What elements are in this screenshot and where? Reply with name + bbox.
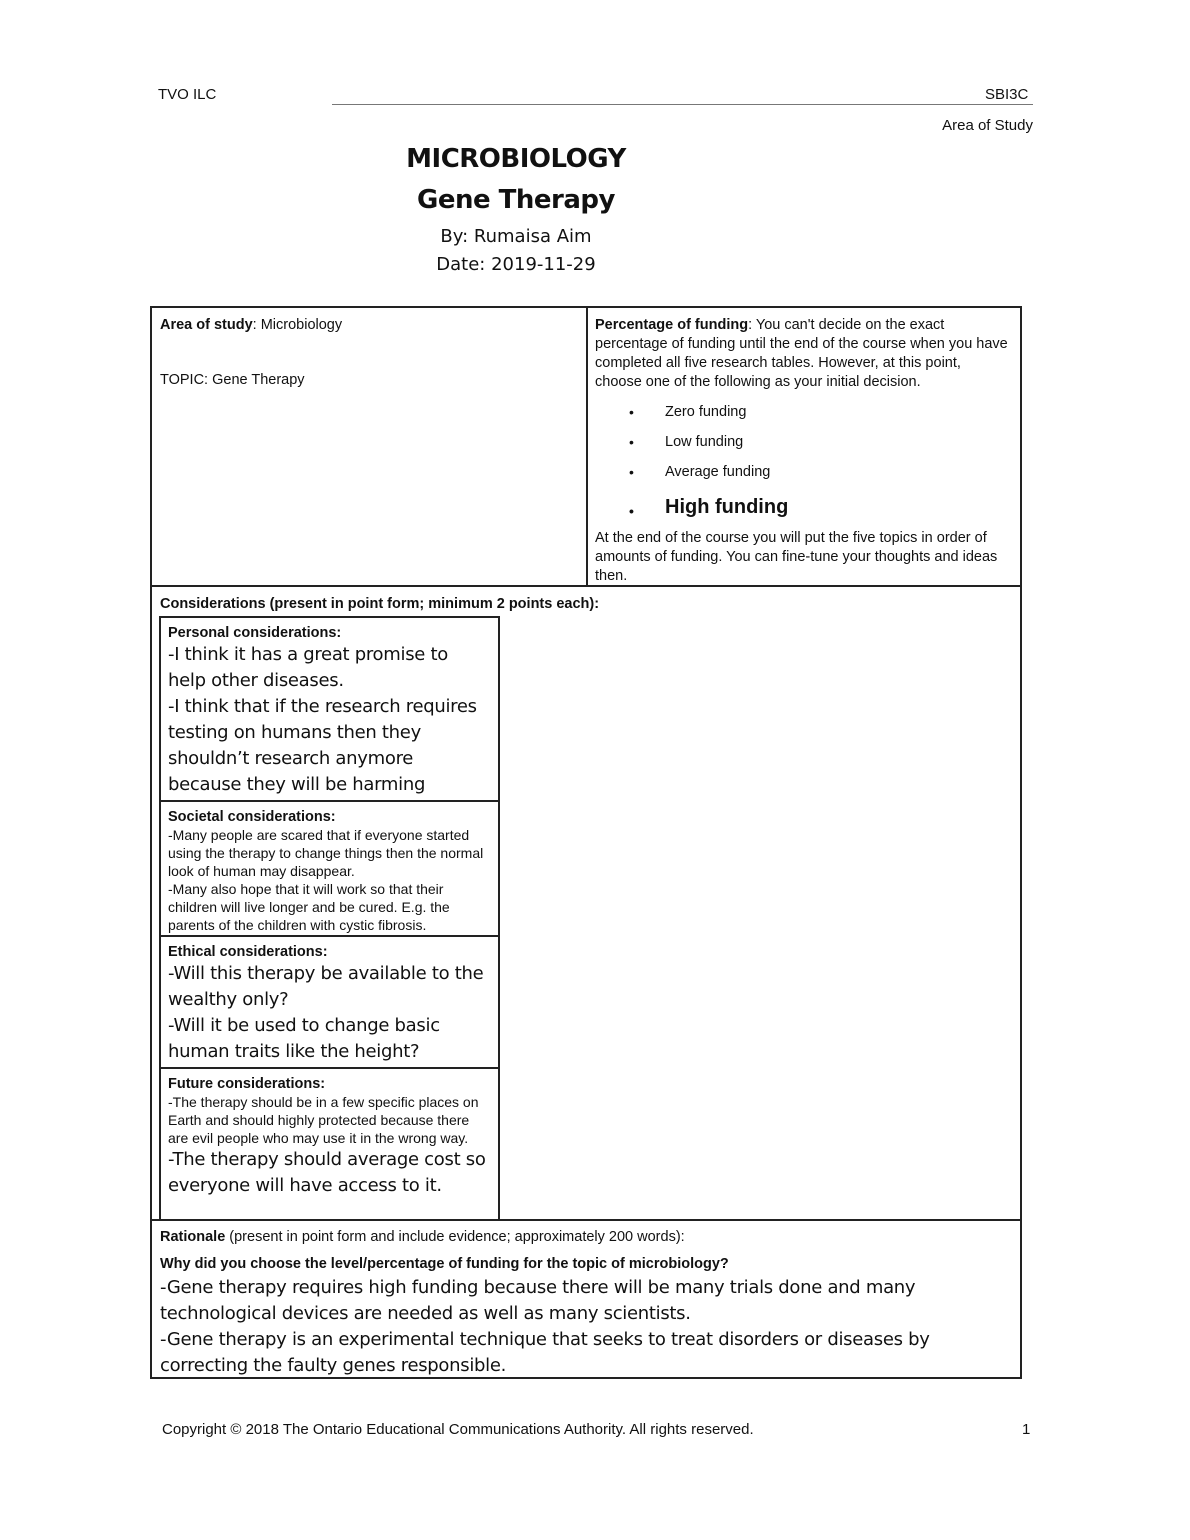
societal-considerations-box <box>159 800 500 937</box>
ethical-point: -Will it be used to change basic human traits like the height? <box>168 1015 440 1062</box>
rationale-note: (present in point form and include evidence; approximately 200 words): <box>225 1229 685 1245</box>
date-line: Date: 2019-11-29 <box>436 254 596 275</box>
funding-option-average: • Average funding <box>595 462 1010 492</box>
rationale-point: -Gene therapy requires high funding because there will be many trials done and many technological devices are needed as well as many scientists. <box>160 1277 916 1324</box>
ethical-considerations-box <box>159 935 500 1069</box>
personal-considerations-box <box>159 616 500 802</box>
header-course-code: SBI3C <box>985 86 1029 103</box>
funding-intro <box>595 316 1010 392</box>
societal-point: -Many people are scared that if everyone started using the therapy to change things then the normal look of human may disappear. <box>168 827 484 879</box>
societal-considerations-label: Societal considerations: <box>168 809 336 825</box>
area-of-study-value: : Microbiology <box>252 317 343 333</box>
footer-copyright: Copyright © 2018 The Ontario Educational Communications Authority. All rights reserved. <box>162 1421 754 1438</box>
page-title-topic: Gene Therapy <box>417 185 615 215</box>
rationale-heading <box>160 1229 685 1245</box>
rationale-label: Rationale <box>160 1229 226 1245</box>
funding-outro: At the end of the course you will put the five topics in order of amounts of funding. You can fine-tune your thoughts and ideas then. <box>595 530 998 584</box>
header-course-provider: TVO ILC <box>158 86 217 103</box>
considerations-heading: Considerations (present in point form; minimum 2 points each): <box>160 596 600 612</box>
rationale-point: -Gene therapy is an experimental technique that seeks to treat disorders or diseases by correcting the faulty genes responsible. <box>160 1329 930 1376</box>
rationale-body <box>160 1275 1015 1379</box>
table-column-divider <box>586 306 588 587</box>
page-number: 1 <box>1022 1421 1031 1438</box>
funding-options-list <box>595 402 1010 526</box>
future-point: -The therapy should be in a few specific places on Earth and should highly protected because there are evil people who may use it in the wrong way. <box>168 1094 479 1146</box>
header-area-label: Area of Study <box>942 117 1033 134</box>
future-point: -The therapy should average cost so everyone will have access to it. <box>168 1149 486 1196</box>
funding-option-high-selected: • High funding <box>595 492 1010 526</box>
funding-option-low: • Low funding <box>595 432 1010 462</box>
area-of-study-cell <box>160 316 570 335</box>
personal-considerations-label: Personal considerations: <box>168 625 342 641</box>
societal-point: -Many also hope that it will work so that their children will live longer and be cured. E.g. the parents of the children with cystic fibrosis. <box>168 881 450 933</box>
ethical-considerations-label: Ethical considerations: <box>168 944 328 960</box>
page-title-subject: MICROBIOLOGY <box>406 144 626 174</box>
personal-point: -I think it has a great promise to help other diseases. <box>168 644 448 691</box>
funding-intro-text: : You can't decide on the exact percentage of funding until the end of the course when you have completed all five research tables. However, at this point, choose one of the following as your initial decision. <box>595 317 1008 390</box>
future-considerations-label: Future considerations: <box>168 1076 326 1092</box>
area-of-study-label: Area of study <box>160 317 253 333</box>
personal-point: -I think that if the research requires testing on humans then they shouldn’t research anymore because they will be harming <box>168 696 477 795</box>
author-line: By: Rumaisa Aim <box>440 226 592 247</box>
header-rule <box>332 104 1033 105</box>
ethical-point: -Will this therapy be available to the wealthy only? <box>168 963 484 1010</box>
future-considerations-box <box>159 1067 500 1221</box>
funding-option-zero: • Zero funding <box>595 402 1010 432</box>
topic-line: TOPIC: Gene Therapy <box>160 372 305 388</box>
funding-label: Percentage of funding <box>595 317 749 333</box>
rationale-question: Why did you choose the level/percentage of funding for the topic of microbiology? <box>160 1256 729 1272</box>
